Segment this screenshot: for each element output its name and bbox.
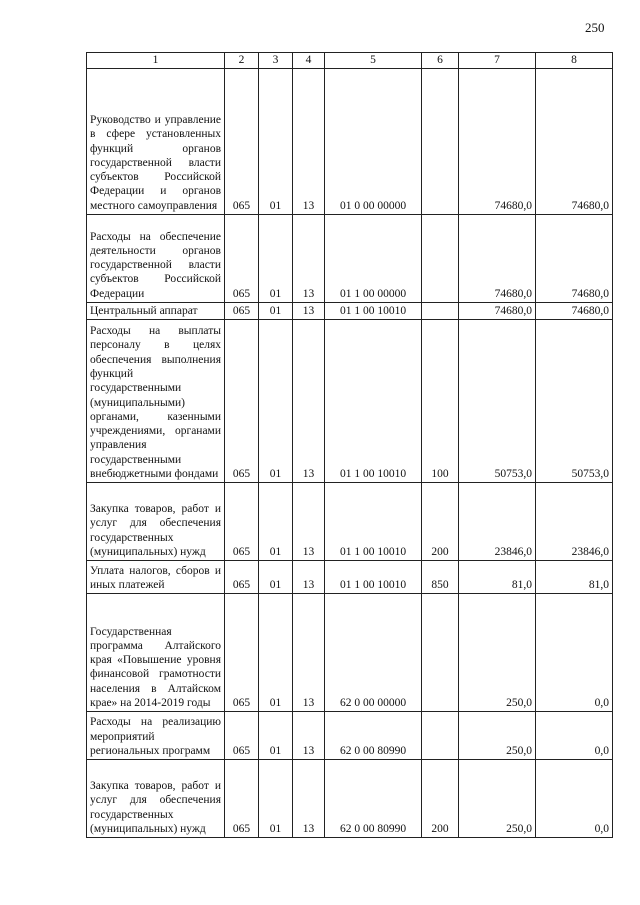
row-expense-type: 100	[422, 320, 459, 483]
row-code: 065	[225, 320, 259, 483]
header-col-4: 4	[293, 53, 325, 69]
row-target: 62 0 00 00000	[325, 594, 422, 712]
header-col-7: 7	[459, 53, 536, 69]
page-number: 250	[585, 20, 605, 35]
table-row	[87, 303, 613, 320]
header-col-8: 8	[536, 53, 613, 69]
row-expense-type	[422, 712, 459, 760]
row-amount-2: 50753,0	[536, 320, 613, 483]
row-amount-1: 74680,0	[459, 303, 536, 320]
row-subsection: 13	[293, 483, 325, 561]
row-code: 065	[225, 303, 259, 320]
table-row	[87, 712, 613, 760]
row-subsection: 13	[293, 215, 325, 303]
row-subsection: 13	[293, 561, 325, 594]
row-amount-1: 74680,0	[459, 215, 536, 303]
row-subsection: 13	[293, 69, 325, 215]
row-amount-1: 250,0	[459, 594, 536, 712]
row-section: 01	[259, 561, 293, 594]
budget-table	[86, 52, 613, 838]
header-row	[87, 53, 613, 69]
row-expense-type	[422, 594, 459, 712]
row-expense-type: 850	[422, 561, 459, 594]
row-code: 065	[225, 712, 259, 760]
row-amount-1: 250,0	[459, 760, 536, 838]
header-col-5: 5	[325, 53, 422, 69]
table-row	[87, 215, 613, 303]
row-name: Руководство и управление в сфере установленных функций органов государственной власти субъектов Российской Федерации и органов местного самоуправления	[87, 69, 225, 215]
table-row	[87, 594, 613, 712]
row-expense-type	[422, 303, 459, 320]
row-amount-1: 74680,0	[459, 69, 536, 215]
row-amount-1: 23846,0	[459, 483, 536, 561]
row-target: 62 0 00 80990	[325, 760, 422, 838]
row-target: 01 1 00 10010	[325, 303, 422, 320]
row-subsection: 13	[293, 760, 325, 838]
row-section: 01	[259, 760, 293, 838]
header-col-3: 3	[259, 53, 293, 69]
row-expense-type	[422, 215, 459, 303]
row-expense-type	[422, 69, 459, 215]
row-target: 01 0 00 00000	[325, 69, 422, 215]
row-target: 01 1 00 00000	[325, 215, 422, 303]
row-code: 065	[225, 760, 259, 838]
row-amount-2: 81,0	[536, 561, 613, 594]
table-row	[87, 320, 613, 483]
row-amount-2: 74680,0	[536, 69, 613, 215]
row-code: 065	[225, 594, 259, 712]
row-name: Государственная программа Алтайского края «Повышение уровня финансовой грамотности населения в Алтайском крае» на 2014-2019 годы	[87, 594, 225, 712]
row-expense-type: 200	[422, 483, 459, 561]
row-expense-type: 200	[422, 760, 459, 838]
row-code: 065	[225, 69, 259, 215]
table-row	[87, 561, 613, 594]
row-name: Уплата налогов, сборов и иных платежей	[87, 561, 225, 594]
row-subsection: 13	[293, 303, 325, 320]
row-name: Закупка товаров, работ и услуг для обеспечения государственных (муниципальных) нужд	[87, 760, 225, 838]
row-name: Расходы на выплаты персоналу в целях обеспечения выполнения функций государственными (муниципальными) органами, казенными учреждениями, органами управления государственными внебюджетными фондами	[87, 320, 225, 483]
row-name: Расходы на реализацию мероприятий региональных программ	[87, 712, 225, 760]
row-section: 01	[259, 320, 293, 483]
row-subsection: 13	[293, 712, 325, 760]
row-section: 01	[259, 69, 293, 215]
row-subsection: 13	[293, 594, 325, 712]
header-col-2: 2	[225, 53, 259, 69]
row-amount-2: 23846,0	[536, 483, 613, 561]
row-section: 01	[259, 483, 293, 561]
table-row	[87, 760, 613, 838]
row-target: 01 1 00 10010	[325, 483, 422, 561]
header-col-6: 6	[422, 53, 459, 69]
row-amount-2: 74680,0	[536, 215, 613, 303]
row-section: 01	[259, 594, 293, 712]
table-row	[87, 483, 613, 561]
row-code: 065	[225, 215, 259, 303]
row-target: 01 1 00 10010	[325, 320, 422, 483]
row-code: 065	[225, 561, 259, 594]
row-subsection: 13	[293, 320, 325, 483]
row-amount-2: 74680,0	[536, 303, 613, 320]
row-amount-1: 250,0	[459, 712, 536, 760]
row-section: 01	[259, 215, 293, 303]
row-amount-1: 81,0	[459, 561, 536, 594]
row-name: Расходы на обеспечение деятельности органов государственной власти субъектов Российской Федерации	[87, 215, 225, 303]
row-name: Закупка товаров, работ и услуг для обеспечения государственных (муниципальных) нужд	[87, 483, 225, 561]
row-amount-2: 0,0	[536, 712, 613, 760]
row-amount-2: 0,0	[536, 594, 613, 712]
row-name: Центральный аппарат	[87, 303, 225, 320]
row-section: 01	[259, 303, 293, 320]
table-row	[87, 69, 613, 215]
row-amount-1: 50753,0	[459, 320, 536, 483]
header-col-1: 1	[87, 53, 225, 69]
row-amount-2: 0,0	[536, 760, 613, 838]
row-section: 01	[259, 712, 293, 760]
row-code: 065	[225, 483, 259, 561]
row-target: 62 0 00 80990	[325, 712, 422, 760]
row-target: 01 1 00 10010	[325, 561, 422, 594]
